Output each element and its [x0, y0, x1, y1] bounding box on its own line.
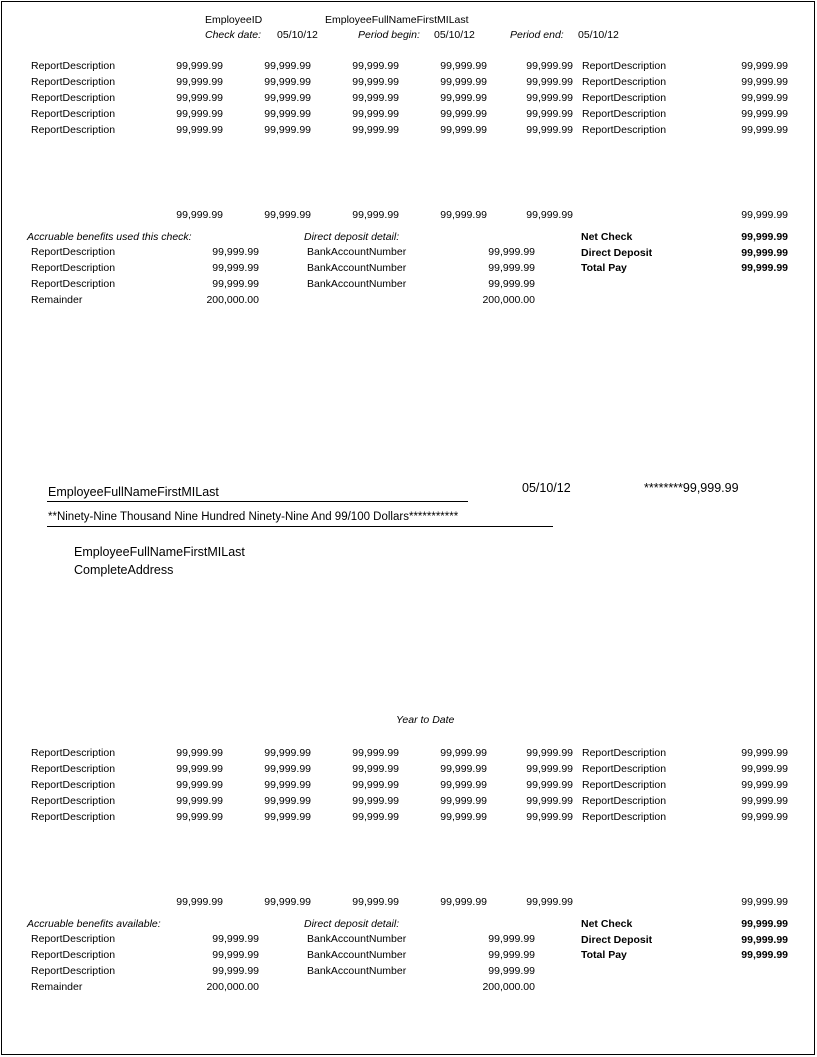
total-cell: 99,999.99: [264, 896, 311, 908]
amount-cell: 99,999.99: [741, 60, 788, 72]
bank-account-number: BankAccountNumber: [307, 262, 407, 274]
amount-cell: 99,999.99: [176, 124, 223, 136]
deposit-value: 200,000.00: [482, 981, 535, 993]
amount-cell: 99,999.99: [741, 811, 788, 823]
bank-account-number: BankAccountNumber: [307, 965, 407, 977]
ytd-accruable-label: Accruable benefits available:: [27, 918, 161, 930]
amount-cell: 99,999.99: [264, 747, 311, 759]
row-description-2: ReportDescription: [582, 124, 667, 136]
accruable-value: 99,999.99: [212, 246, 259, 258]
amount-cell: 99,999.99: [352, 747, 399, 759]
accruable-description: ReportDescription: [31, 965, 116, 977]
row-description: ReportDescription: [31, 76, 116, 88]
paystub-page: [1, 1, 815, 1055]
amount-cell: 99,999.99: [741, 124, 788, 136]
period-end: 05/10/12: [578, 29, 619, 41]
deposit-value: 99,999.99: [488, 262, 535, 274]
amount-cell: 99,999.99: [526, 747, 573, 759]
total-cell: 99,999.99: [176, 896, 223, 908]
payee-line: [47, 501, 468, 502]
summary-value: 99,999.99: [741, 933, 788, 946]
amount-cell: 99,999.99: [176, 92, 223, 104]
amount-cell: 99,999.99: [741, 747, 788, 759]
amount-cell: 99,999.99: [176, 60, 223, 72]
summary-label: Direct Deposit: [581, 933, 653, 946]
total-cell: 99,999.99: [440, 896, 487, 908]
accruable-description: ReportDescription: [31, 262, 116, 274]
bank-account-number: BankAccountNumber: [307, 949, 407, 961]
ytd-title: Year to Date: [396, 714, 455, 726]
check-amount-words: **Ninety-Nine Thousand Nine Hundred Ninety-Nine And 99/100 Dollars***********: [48, 511, 459, 523]
summary-value: 99,999.99: [741, 246, 788, 259]
amount-cell: 99,999.99: [526, 76, 573, 88]
amount-cell: 99,999.99: [440, 76, 487, 88]
amount-cell: 99,999.99: [264, 92, 311, 104]
amount-cell: 99,999.99: [741, 76, 788, 88]
deposit-value: 99,999.99: [488, 933, 535, 945]
bank-account-number: BankAccountNumber: [307, 278, 407, 290]
row-description-2: ReportDescription: [582, 60, 667, 72]
amount-cell: 99,999.99: [440, 763, 487, 775]
amount-cell: 99,999.99: [352, 795, 399, 807]
total-cell: 99,999.99: [741, 896, 788, 908]
amount-cell: 99,999.99: [526, 811, 573, 823]
row-description: ReportDescription: [31, 811, 116, 823]
amount-cell: 99,999.99: [352, 60, 399, 72]
row-description-2: ReportDescription: [582, 747, 667, 759]
amount-cell: 99,999.99: [352, 108, 399, 120]
amount-cell: 99,999.99: [352, 124, 399, 136]
amount-cell: 99,999.99: [176, 747, 223, 759]
amount-cell: 99,999.99: [741, 92, 788, 104]
check-payee: EmployeeFullNameFirstMILast: [48, 485, 219, 499]
accruable-value: 99,999.99: [212, 933, 259, 945]
total-cell: 99,999.99: [176, 209, 223, 221]
bank-account-number: BankAccountNumber: [307, 246, 407, 258]
row-description: ReportDescription: [31, 108, 116, 120]
total-cell: 99,999.99: [352, 209, 399, 221]
amount-cell: 99,999.99: [176, 108, 223, 120]
accruable-description: ReportDescription: [31, 949, 116, 961]
accruable-value: 99,999.99: [212, 262, 259, 274]
amount-cell: 99,999.99: [264, 779, 311, 791]
total-cell: 99,999.99: [526, 896, 573, 908]
amount-cell: 99,999.99: [440, 92, 487, 104]
amount-cell: 99,999.99: [176, 811, 223, 823]
row-description: ReportDescription: [31, 92, 116, 104]
accruable-description: Remainder: [31, 294, 83, 306]
check-date-label: Check date:: [205, 29, 262, 41]
summary-value: 99,999.99: [741, 231, 788, 243]
amount-cell: 99,999.99: [264, 60, 311, 72]
summary-value: 99,999.99: [741, 949, 788, 961]
mailing-address: CompleteAddress: [74, 563, 174, 577]
amount-cell: 99,999.99: [264, 795, 311, 807]
amount-cell: 99,999.99: [526, 779, 573, 791]
accruable-description: Remainder: [31, 981, 83, 993]
summary-label: Total Pay: [581, 949, 627, 961]
summary-value: 99,999.99: [741, 262, 788, 274]
amount-cell: 99,999.99: [440, 124, 487, 136]
amount-cell: 99,999.99: [264, 108, 311, 120]
amount-cell: 99,999.99: [264, 811, 311, 823]
amount-cell: 99,999.99: [741, 795, 788, 807]
amount-cell: 99,999.99: [352, 779, 399, 791]
employee-id: EmployeeID: [205, 14, 263, 26]
period-begin-label: Period begin:: [358, 29, 420, 41]
check-date-value: 05/10/12: [522, 481, 571, 495]
employee-name: EmployeeFullNameFirstMILast: [325, 14, 469, 26]
summary-label: Net Check: [581, 918, 633, 930]
deposit-value: 99,999.99: [488, 246, 535, 258]
amount-cell: 99,999.99: [264, 763, 311, 775]
amount-cell: 99,999.99: [440, 108, 487, 120]
amount-cell: 99,999.99: [741, 108, 788, 120]
amount-cell: 99,999.99: [526, 795, 573, 807]
amount-cell: 99,999.99: [352, 811, 399, 823]
row-description-2: ReportDescription: [582, 811, 667, 823]
total-cell: 99,999.99: [741, 209, 788, 221]
total-cell: 99,999.99: [440, 209, 487, 221]
amount-cell: 99,999.99: [440, 60, 487, 72]
row-description-2: ReportDescription: [582, 92, 667, 104]
amount-cell: 99,999.99: [741, 763, 788, 775]
ytd-deposit-label: Direct deposit detail:: [304, 918, 400, 930]
accruable-value: 99,999.99: [212, 278, 259, 290]
amount-cell: 99,999.99: [176, 76, 223, 88]
total-cell: 99,999.99: [264, 209, 311, 221]
deposit-value: 99,999.99: [488, 965, 535, 977]
amount-cell: 99,999.99: [264, 124, 311, 136]
accruable-value: 99,999.99: [212, 949, 259, 961]
amount-cell: 99,999.99: [176, 795, 223, 807]
amount-cell: 99,999.99: [526, 60, 573, 72]
period-begin: 05/10/12: [434, 29, 475, 41]
summary-value: 99,999.99: [741, 918, 788, 930]
accruable-value: 99,999.99: [212, 965, 259, 977]
accruable-value: 200,000.00: [206, 294, 259, 306]
summary-label: Total Pay: [581, 262, 627, 274]
summary-label: Net Check: [581, 231, 633, 243]
total-cell: 99,999.99: [526, 209, 573, 221]
row-description: ReportDescription: [31, 124, 116, 136]
row-description: ReportDescription: [31, 60, 116, 72]
summary-label: Direct Deposit: [581, 246, 653, 259]
period-end-label: Period end:: [510, 29, 564, 41]
amount-cell: 99,999.99: [352, 76, 399, 88]
row-description: ReportDescription: [31, 763, 116, 775]
amount-cell: 99,999.99: [741, 779, 788, 791]
amount-cell: 99,999.99: [352, 92, 399, 104]
row-description: ReportDescription: [31, 747, 116, 759]
row-description-2: ReportDescription: [582, 795, 667, 807]
mailing-name: EmployeeFullNameFirstMILast: [74, 545, 245, 559]
deposit-value: 99,999.99: [488, 949, 535, 961]
amount-cell: 99,999.99: [526, 92, 573, 104]
deposit-value: 99,999.99: [488, 278, 535, 290]
row-description: ReportDescription: [31, 795, 116, 807]
row-description: ReportDescription: [31, 779, 116, 791]
bank-account-number: BankAccountNumber: [307, 933, 407, 945]
deposit-value: 200,000.00: [482, 294, 535, 306]
amount-cell: 99,999.99: [440, 747, 487, 759]
row-description-2: ReportDescription: [582, 76, 667, 88]
amount-cell: 99,999.99: [440, 811, 487, 823]
amount-cell: 99,999.99: [526, 124, 573, 136]
row-description-2: ReportDescription: [582, 108, 667, 120]
stub1-accruable-label: Accruable benefits used this check:: [27, 231, 192, 243]
amount-cell: 99,999.99: [352, 763, 399, 775]
amount-cell: 99,999.99: [526, 763, 573, 775]
amount-cell: 99,999.99: [440, 779, 487, 791]
check-date: 05/10/12: [277, 29, 318, 41]
amount-cell: 99,999.99: [176, 763, 223, 775]
row-description-2: ReportDescription: [582, 763, 667, 775]
amount-cell: 99,999.99: [526, 108, 573, 120]
stub1-deposit-label: Direct deposit detail:: [304, 231, 400, 243]
amount-cell: 99,999.99: [440, 795, 487, 807]
amount-cell: 99,999.99: [264, 76, 311, 88]
row-description-2: ReportDescription: [582, 779, 667, 791]
check-amount: ********99,999.99: [644, 481, 739, 495]
accruable-description: ReportDescription: [31, 246, 116, 258]
amount-words-line: [47, 526, 553, 527]
accruable-value: 200,000.00: [206, 981, 259, 993]
amount-cell: 99,999.99: [176, 779, 223, 791]
accruable-description: ReportDescription: [31, 278, 116, 290]
accruable-description: ReportDescription: [31, 933, 116, 945]
total-cell: 99,999.99: [352, 896, 399, 908]
